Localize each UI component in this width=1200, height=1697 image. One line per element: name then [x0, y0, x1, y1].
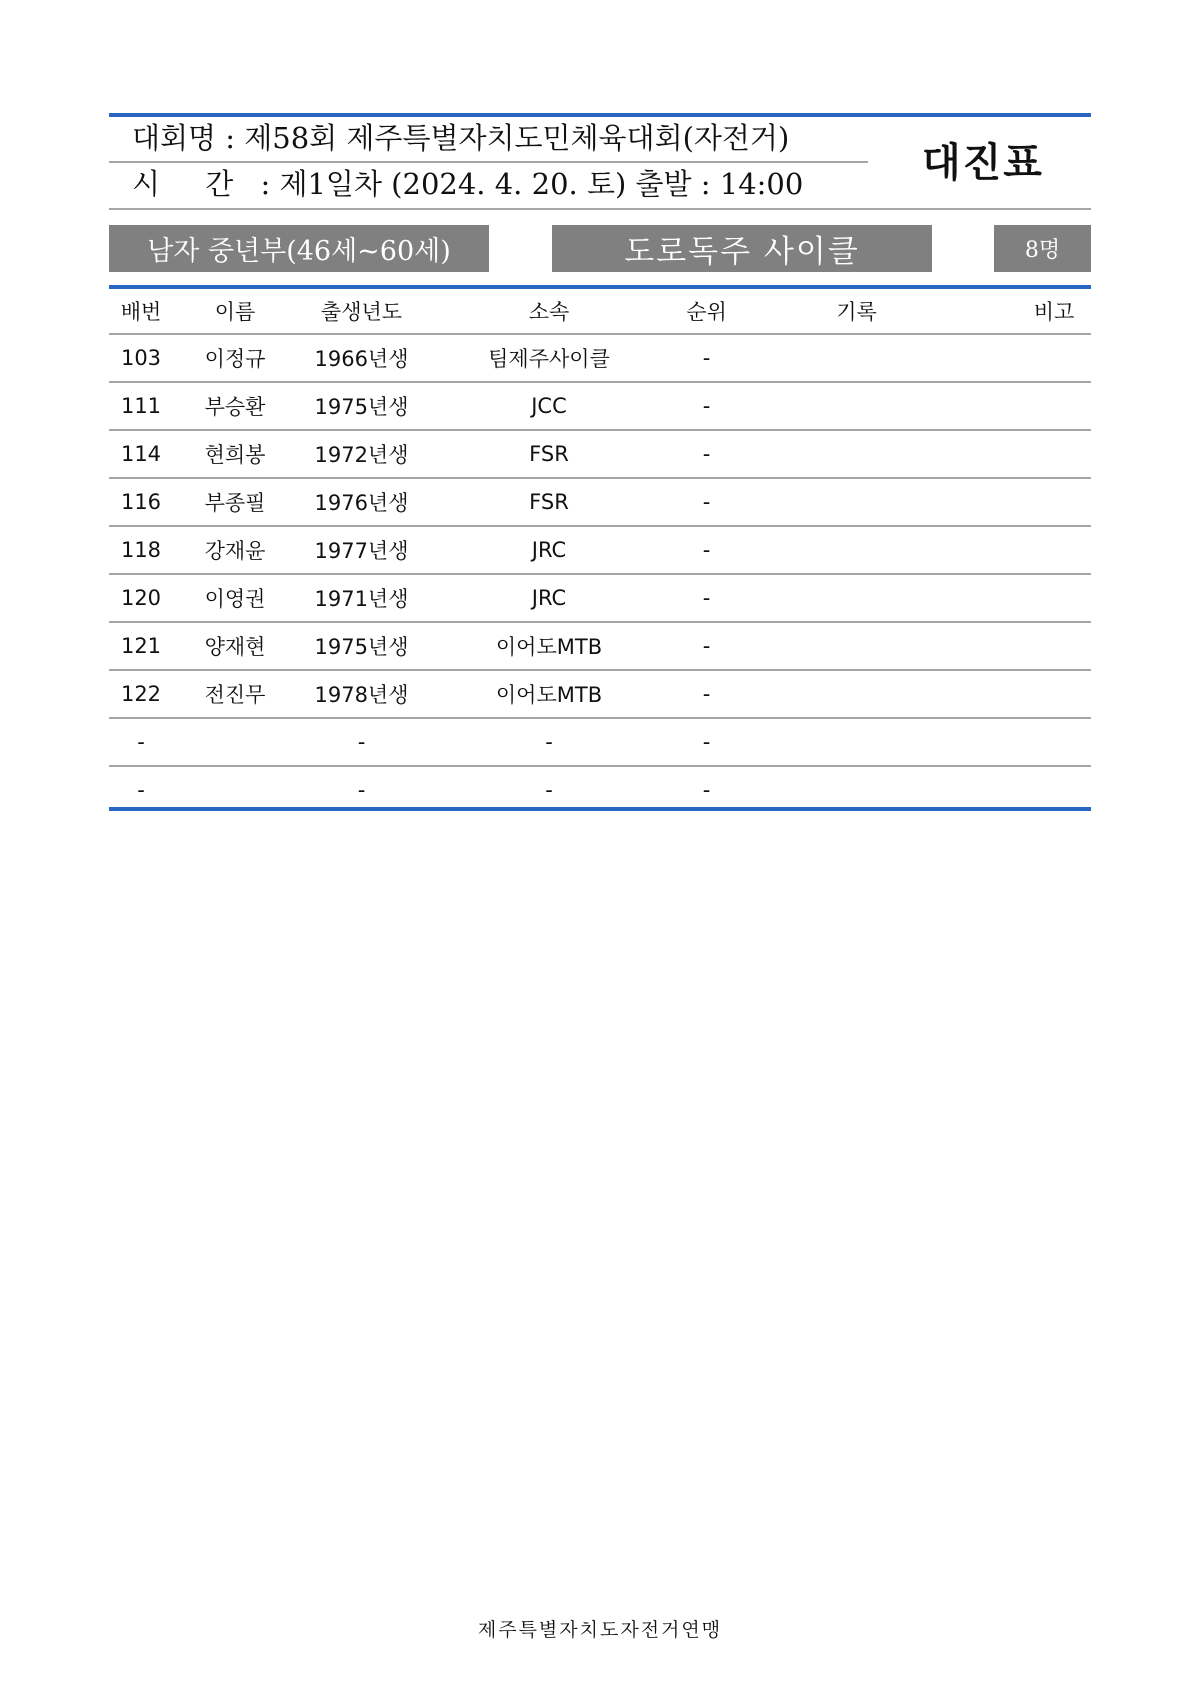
cell-note [1029, 527, 1079, 573]
cell-bib: 111 [120, 394, 162, 418]
participant-count-tag: 8명 [994, 225, 1091, 272]
competition-title-label: 대회명 [132, 121, 217, 155]
header-divider [109, 208, 1091, 210]
cell-birth-year: 1971년생 [314, 587, 409, 611]
cell-bib: 121 [120, 634, 162, 658]
division-tag: 남자 중년부(46세~60세) [109, 225, 489, 272]
cell-team: - [545, 778, 553, 802]
cell-note [1029, 479, 1079, 525]
cell-birth-year: - [357, 778, 366, 802]
cell-name [171, 719, 299, 765]
cell-bib: 122 [120, 682, 162, 706]
cell-name: 이정규 [204, 347, 266, 371]
cell-team: 팀제주사이클 [488, 347, 610, 371]
cell-note [1029, 335, 1079, 381]
cell-note [1029, 575, 1079, 621]
cell-record [819, 383, 894, 429]
bracket-table [109, 289, 1091, 813]
competition-title: 대회명 : 제58회 제주특별자치도민체육대회(자전거) [132, 121, 790, 155]
cell-rank: - [702, 682, 711, 706]
cell-team: 이어도MTB [495, 683, 603, 707]
cell-record [819, 671, 894, 717]
cell-name: 이영권 [204, 587, 266, 611]
table-row [109, 479, 1091, 527]
cell-note [1029, 623, 1079, 669]
cell-rank: - [702, 394, 711, 418]
column-header-note: 비고 [1033, 300, 1075, 324]
cell-record [819, 335, 894, 381]
cell-record [819, 575, 894, 621]
column-header-bib: 배번 [120, 300, 162, 324]
cell-rank: - [702, 538, 711, 562]
cell-bib: 103 [120, 346, 162, 370]
table-row [109, 383, 1091, 431]
cell-rank: - [702, 586, 711, 610]
cell-bib: 120 [120, 586, 162, 610]
cell-team: 이어도MTB [495, 635, 603, 659]
cell-record [819, 623, 894, 669]
cell-bib: 116 [120, 490, 162, 514]
cell-birth-year: - [357, 730, 366, 754]
cell-birth-year: 1977년생 [314, 539, 409, 563]
table-row [109, 335, 1091, 383]
cell-birth-year: 1972년생 [314, 443, 409, 467]
competition-title-value: 제58회 제주특별자치도민체육대회(자전거) [244, 121, 790, 155]
cell-name: 양재현 [204, 635, 266, 659]
cell-record [819, 479, 894, 525]
time-label: 시 간 [132, 167, 252, 201]
column-header-record: 기록 [836, 300, 877, 324]
cell-birth-year: 1975년생 [314, 395, 409, 419]
cell-bib: - [137, 778, 145, 802]
cell-rank: - [702, 442, 711, 466]
cell-bib: 114 [120, 442, 162, 466]
cell-record [819, 719, 894, 765]
cell-team: JCC [531, 394, 567, 418]
cell-rank: - [702, 730, 711, 754]
cell-rank: - [702, 778, 711, 802]
table-row [109, 431, 1091, 479]
cell-bib: 118 [120, 538, 162, 562]
cell-team: JRC [531, 586, 567, 610]
cell-team: FSR [529, 490, 569, 514]
cell-rank: - [702, 490, 711, 514]
cell-note [1029, 431, 1079, 477]
cell-birth-year: 1966년생 [314, 347, 409, 371]
start-time-line: 시 간 : 제1일차 (2024. 4. 20. 토) 출발 : 14:00 [132, 167, 804, 201]
cell-rank: - [702, 346, 711, 370]
cell-birth-year: 1975년생 [314, 635, 409, 659]
cell-note [1029, 383, 1079, 429]
table-row [109, 623, 1091, 671]
table-row [109, 719, 1091, 767]
event-tag: 도로독주 사이클 [552, 225, 932, 272]
cell-birth-year: 1978년생 [314, 683, 409, 707]
cell-name: 강재윤 [204, 539, 266, 563]
cell-team: FSR [529, 442, 569, 466]
cell-note [1029, 671, 1079, 717]
time-value: 제1일차 (2024. 4. 20. 토) 출발 : 14:00 [279, 167, 804, 201]
cell-name: 전진무 [204, 683, 266, 707]
table-row [109, 575, 1091, 623]
cell-birth-year: 1976년생 [314, 491, 409, 515]
document-title: 대진표 [922, 139, 1044, 186]
cell-rank: - [702, 634, 711, 658]
table-bottom-rule [109, 807, 1091, 811]
cell-team: - [545, 730, 553, 754]
table-header-row [109, 289, 1091, 335]
column-header-team: 소속 [528, 300, 570, 324]
table-body [109, 335, 1091, 813]
cell-record [819, 431, 894, 477]
cell-record [819, 527, 894, 573]
footer-organization: 제주특별자치도자전거연맹 [477, 1619, 723, 1641]
cell-bib: - [137, 730, 145, 754]
cell-note [1029, 719, 1079, 765]
cell-name: 부종필 [204, 491, 266, 515]
table-row [109, 671, 1091, 719]
cell-name: 현희봉 [204, 443, 266, 467]
table-row [109, 527, 1091, 575]
column-header-birth-year: 출생년도 [320, 300, 403, 324]
column-header-name: 이름 [214, 300, 256, 324]
cell-name: 부승환 [204, 395, 266, 419]
cell-team: JRC [531, 538, 567, 562]
column-header-rank: 순위 [686, 300, 727, 324]
